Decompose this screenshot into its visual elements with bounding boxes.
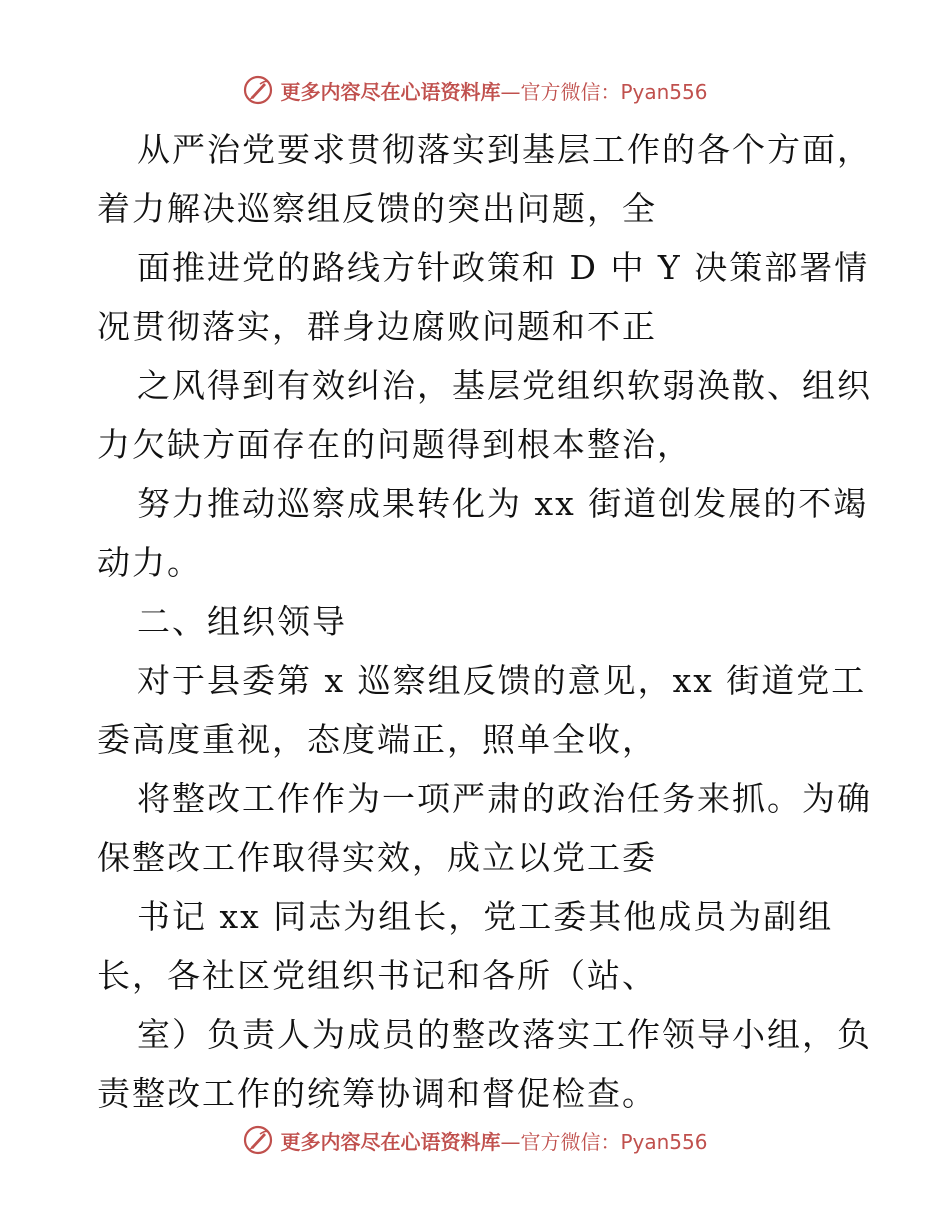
footer-banner-separator: — bbox=[500, 1129, 521, 1154]
footer-banner-wechat: 官方微信：Pyan556 bbox=[520, 1129, 708, 1154]
body-line: 动力。 bbox=[97, 543, 202, 582]
body-line: 责整改工作的统筹协调和督促检查。 bbox=[97, 1074, 657, 1113]
header-banner-wechat: 官方微信：Pyan556 bbox=[520, 79, 708, 104]
header-banner-separator: — bbox=[500, 79, 521, 104]
footer-banner-text bbox=[280, 1126, 707, 1155]
body-line: 况贯彻落实，群身边腐败问题和不正 bbox=[97, 307, 657, 346]
footer-banner bbox=[0, 1120, 950, 1160]
body-line: 室）负责人为成员的整改落实工作领导小组，负 bbox=[137, 1015, 872, 1054]
body-line: 从严治党要求贯彻落实到基层工作的各个方面， bbox=[137, 130, 872, 169]
body-line: 书记 xx 同志为组长，党工委其他成员为副组 bbox=[137, 897, 834, 936]
body-line: 长，各社区党组织书记和各所（站、 bbox=[97, 956, 657, 995]
header-banner-main: 更多内容尽在心语资料库 bbox=[280, 79, 501, 104]
body-line: 将整改工作作为一项严肃的政治任务来抓。为确 bbox=[137, 779, 872, 818]
quill-logo-icon bbox=[242, 74, 274, 106]
body-line: 对于县委第 x 巡察组反馈的意见，xx 街道党工 bbox=[137, 661, 867, 700]
body-line: 面推进党的路线方针政策和 D 中 Y 决策部署情 bbox=[137, 248, 870, 287]
quill-logo-icon bbox=[242, 1124, 274, 1156]
body-line: 委高度重视，态度端正，照单全收， bbox=[97, 720, 657, 759]
body-line: 之风得到有效纠治，基层党组织软弱涣散、组织 bbox=[137, 366, 872, 405]
footer-banner-main: 更多内容尽在心语资料库 bbox=[280, 1129, 501, 1154]
body-line: 着力解决巡察组反馈的突出问题，全 bbox=[97, 189, 657, 228]
section-heading: 二、组织领导 bbox=[137, 602, 347, 641]
body-line: 努力推动巡察成果转化为 xx 街道创发展的不竭 bbox=[137, 484, 869, 523]
header-banner bbox=[0, 70, 950, 110]
header-banner-text bbox=[280, 76, 707, 105]
body-line: 力欠缺方面存在的问题得到根本整治， bbox=[97, 425, 692, 464]
document-body bbox=[97, 120, 872, 1123]
body-line: 保整改工作取得实效，成立以党工委 bbox=[97, 838, 657, 877]
